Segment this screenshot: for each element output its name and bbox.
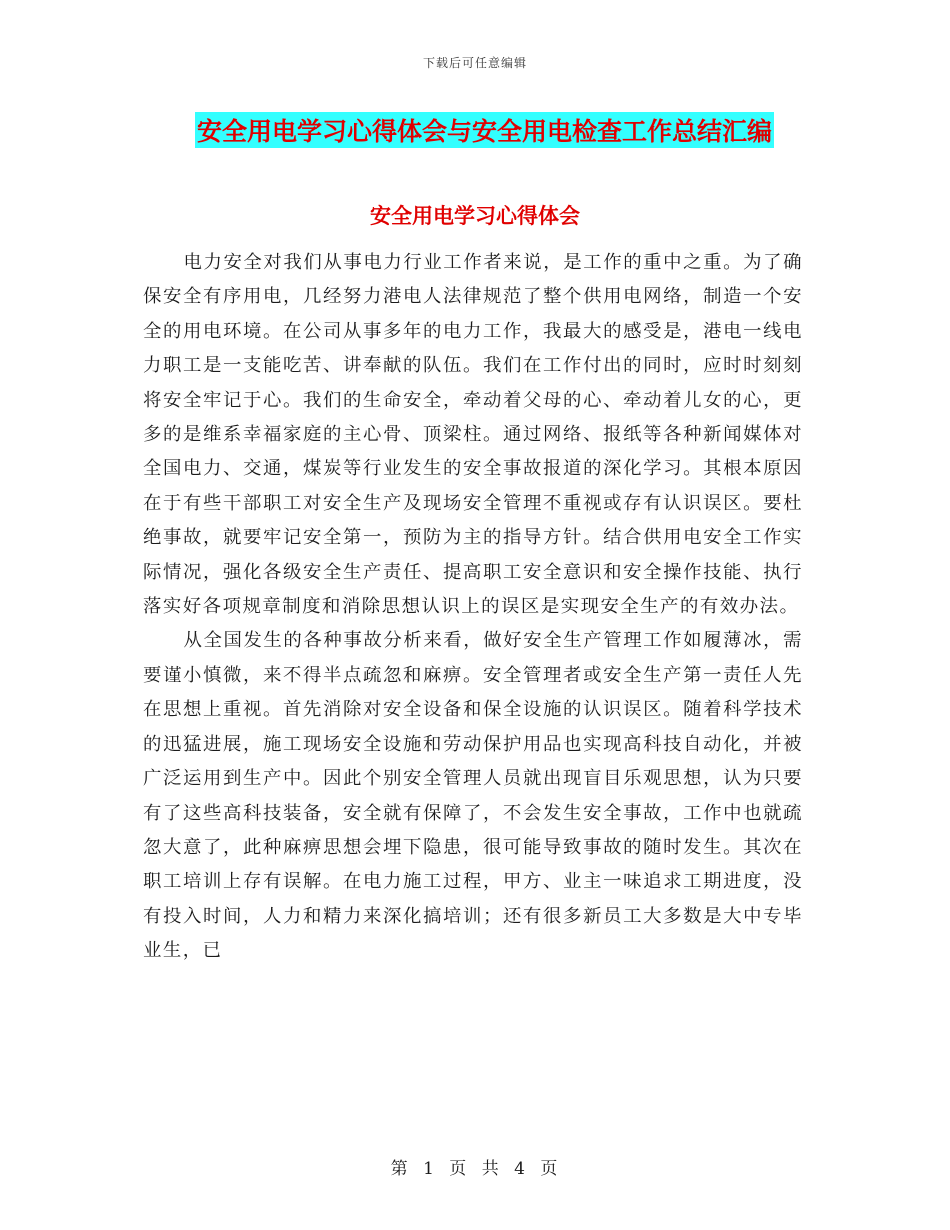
section-title: 安全用电学习心得体会	[370, 204, 580, 228]
main-title-highlight	[195, 112, 774, 148]
document-main-title: 安全用电学习心得体会与安全用电检查工作总结汇编	[197, 117, 773, 146]
paragraph: 电力安全对我们从事电力行业工作者来说，是工作的重中之重。为了确保安全有序用电，几经努力港电人法律规范了整个供用电网络，制造一个安全的用电环境。在公司从事多年的电力工作，我最大的感受是，港电一线电力职工是一支能吃苦、讲奉献的队伍。我们在工作付出的同时，应时时刻刻将安全牢记于心。我们的生命安全，牵动着父母的心、牵动着儿女的心，更多的是维系幸福家庭的主心骨、顶梁柱。通过网络、报纸等各种新闻媒体对全国电力、交通，煤炭等行业发生的安全事故报道的深化学习。其根本原因在于有些干部职工对安全生产及现场安全管理不重视或存有认识误区。要杜绝事故，就要牢记安全第一，预防为主的指导方针。结合供用电安全工作实际情况，强化各级安全生产责任、提高职工安全意识和安全操作技能、执行落实好各项规章制度和消除思想认识上的误区是实现安全生产的有效办法。	[143, 252, 803, 618]
page-header-note: 下载后可任意编辑	[422, 56, 527, 70]
paragraph: 从全国发生的各种事故分析来看，做好安全生产管理工作如履薄冰，需要谨小慎微，来不得半点疏忽和麻痹。安全管理者或安全生产第一责任人先在思想上重视。首先消除对安全设备和保全设施的认识误区。随着科学技术的迅猛进展，施工现场安全设施和劳动保护用品也实现高科技自动化，并被广泛运用到生产中。因此个别安全管理人员就出现盲目乐观思想，认为只要有了这些高科技装备，安全就有保障了，不会发生安全事故，工作中也就疏忽大意了，此种麻痹思想会埋下隐患，很可能导致事故的随时发生。其次在职工培训上存有误解。在电力施工过程，甲方、业主一味追求工期进度，没有投入时间，人力和精力来深化搞培训；还有很多新员工大多数是大中专毕业生，已	[143, 630, 803, 962]
page-footer-number: 第 1 页 共 4 页	[390, 1159, 560, 1179]
document-body	[143, 246, 803, 969]
